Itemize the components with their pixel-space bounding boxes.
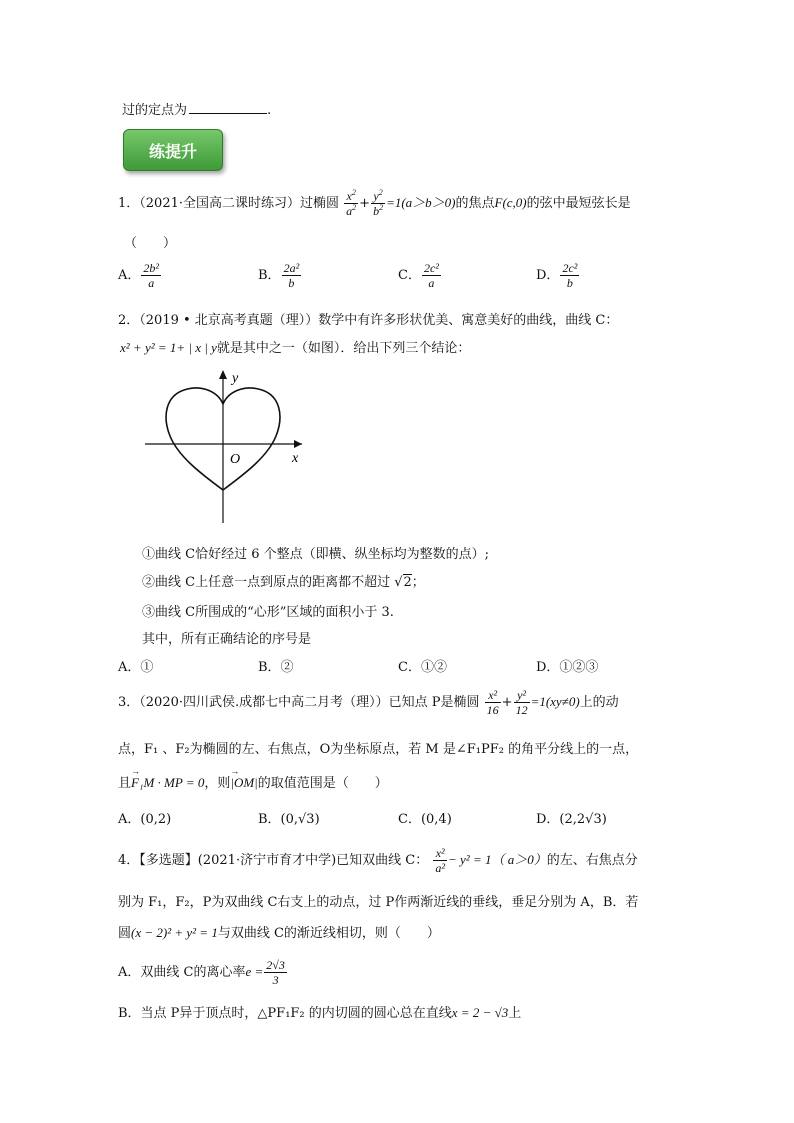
q1-option-d[interactable] xyxy=(536,261,580,290)
q1-stem-c: 的弦中最短弦长是 xyxy=(526,196,631,211)
q1-option-frac: $\frac{\text{2c²}}{a}$ xyxy=(423,261,439,290)
q1-option-b[interactable] xyxy=(258,261,302,290)
q1-paren: （ ） xyxy=(124,236,177,251)
q4-number: 4． xyxy=(118,853,140,868)
answer-blank xyxy=(189,101,267,114)
q3-frac-y: $\frac{\text{y²}}{12}$ xyxy=(515,688,528,717)
q2-option-b[interactable]: B．② xyxy=(258,660,294,675)
q1-stem: 1．（2021·全国高二课时练习）过椭圆 $\frac{x^2}{a^2}$ + $\frac{y^2}{b^2}$ =1(a＞b＞0)的焦点F(c,0)的弦中最短弦长是 xyxy=(118,188,631,218)
q3-option-b[interactable]: B．(0,√3) xyxy=(258,812,320,827)
q3-number: 3． xyxy=(118,695,140,710)
q4-line1-text: 已知双曲线 C： xyxy=(336,853,429,868)
q1-option-label: D． xyxy=(536,268,560,283)
q1-frac-y: $\frac{y^2}{b^2}$ xyxy=(373,188,384,218)
q2-option-c[interactable]: C．①② xyxy=(398,660,447,675)
q3-line1: 3．（2020·四川武侯.成都七中高二月考（理））已知点 P是椭圆 $\frac{\text{x²}}{16}$ + $\frac{\text{y²}}{12}$ =1(xy≠0)上的动 xyxy=(118,688,619,717)
q2-conclusion-2: ②曲线 C上任意一点到原点的距离都不超过 √2； xyxy=(142,575,425,590)
q4-circle-equation: (x − 2)² + y² = 1 xyxy=(131,925,218,940)
q4-line1-end: 的左、右焦点分 xyxy=(546,853,638,868)
q2-line1-text: （2019 • 北京高考真题（理））数学中有许多形状优美、寓意美好的曲线，曲线 C： xyxy=(139,313,619,328)
q3-option-a[interactable]: A．(0,2) xyxy=(118,812,172,827)
q3-om-magnitude: → |OM| xyxy=(230,775,257,791)
q4-line2: 别为 F₁，F₂，P为双曲线 C右支上的动点，过 P作两渐近线的垂线，垂足分别为 A，B．若 xyxy=(118,895,639,910)
q2-line2-text: 就是其中之一（如图）．给出下列三个结论： xyxy=(216,341,471,356)
q3-option-d[interactable]: D．(2,2√3) xyxy=(536,812,607,827)
q3-line1-text: （2020·四川武侯.成都七中高二月考（理））已知点 P是椭圆 xyxy=(139,695,480,710)
q1-option-frac: $\frac{\text{2c²}}{b}$ xyxy=(562,261,578,290)
q3-line3-end: 的取值范围是（ ） xyxy=(257,776,388,791)
q3-line3-mid: ，则 xyxy=(204,776,231,791)
top-line xyxy=(122,99,271,118)
q4-line3-end: 与双曲线 C的渐近线相切，则（ ） xyxy=(217,926,440,941)
q2-conclusion-2-text: ②曲线 C上任意一点到原点的距离都不超过 xyxy=(142,575,391,590)
q3-line1-end: 上的动 xyxy=(579,695,619,710)
q1-stem-a: 过椭圆 xyxy=(300,196,340,211)
q4-line1 xyxy=(118,846,638,875)
q4-eccentricity-frac: $\frac{2√3}{3}$ xyxy=(266,958,285,987)
q2-equation: x² + y² = 1+ | x | y xyxy=(120,340,217,355)
x-axis-label: x xyxy=(292,451,299,466)
q4-option-a[interactable] xyxy=(118,958,288,987)
q1-option-label: B． xyxy=(258,268,281,283)
top-line-text: 过的定点为 xyxy=(122,103,188,118)
q1-option-c[interactable] xyxy=(398,261,442,290)
q4-option-b-text: B．当点 P异于顶点时，△PF₁F₂ 的内切圆的圆心总在直线 xyxy=(118,1006,452,1021)
q1-stem-b: 的焦点 xyxy=(455,196,495,211)
q2-conclusion-3: ③曲线 C所围成的“心形”区域的面积小于 3. xyxy=(142,605,394,620)
q4-option-b[interactable] xyxy=(118,1002,521,1021)
q4-option-b-end: 上 xyxy=(508,1006,522,1021)
q3-option-c[interactable]: C．(0,4) xyxy=(398,812,452,827)
q4-tag: 【多选题】 xyxy=(139,853,198,868)
q4-option-a-text: A．双曲线 C的离心率 xyxy=(118,965,246,980)
q2-option-a[interactable]: A．① xyxy=(118,660,154,675)
practice-button[interactable] xyxy=(123,129,223,171)
q2-line1 xyxy=(118,309,618,328)
q2-line2 xyxy=(120,337,470,356)
q4-source: (2021·济宁市育才中学) xyxy=(197,853,337,868)
q2-conclusion-2-end: ； xyxy=(411,575,425,590)
q2-sqrt-value: 2 xyxy=(403,575,412,590)
heart-curve-figure xyxy=(140,368,310,526)
q4-option-b-line: x = 2 − √3 xyxy=(451,1005,509,1020)
q3-condition: =1(xy≠0) xyxy=(530,694,580,709)
q2-number: 2． xyxy=(118,313,140,328)
q2-question: 其中，所有正确结论的序号是 xyxy=(142,632,312,647)
origin-label: O xyxy=(230,452,241,467)
y-axis-label: y xyxy=(232,371,239,386)
q4-hyperbola-rest: − y² = 1（ a＞0） xyxy=(448,852,547,867)
q1-option-frac: $\frac{\text{2a²}}{b}$ xyxy=(283,261,300,290)
q3-dot-product: → F₁M · MP = 0 xyxy=(131,775,204,791)
q3-frac-x: $\frac{\text{x²}}{16}$ xyxy=(486,688,499,717)
q3-line2: 点，F₁ 、F₂为椭圆的左、右焦点，O为坐标原点，若 M 是∠F₁PF₂ 的角平分线上的一点， xyxy=(118,742,639,757)
q4-line3-start: 圆 xyxy=(118,926,132,941)
q1-focus: F(c,0) xyxy=(494,195,527,210)
q1-option-a[interactable] xyxy=(118,261,162,290)
q1-source: （2021·全国高二课时练习） xyxy=(139,196,300,211)
q1-number: 1． xyxy=(118,196,140,211)
q2-option-d[interactable]: D．①②③ xyxy=(536,660,599,675)
q1-option-label: A． xyxy=(118,268,141,283)
q4-line3 xyxy=(118,922,440,941)
y-axis-arrow xyxy=(219,370,227,379)
q4-hyperbola-frac: $\frac{\text{x²}}{\text{a²}}$ xyxy=(435,846,446,875)
q4-eccentricity-label: e = xyxy=(245,964,264,979)
q1-option-label: C． xyxy=(398,268,421,283)
x-axis-arrow xyxy=(294,440,302,448)
q1-condition: =1(a＞b＞0) xyxy=(386,195,456,210)
q1-frac-x: $\frac{x^2}{a^2}$ xyxy=(346,188,357,218)
practice-button-label: 练提升 xyxy=(148,141,197,161)
top-line-period: . xyxy=(267,103,272,118)
q1-option-frac: $\frac{\text{2b²}}{a}$ xyxy=(143,261,159,290)
q2-conclusion-1: ①曲线 C恰好经过 6 个整点（即横、纵坐标均为整数的点）; xyxy=(142,547,489,562)
q3-line3 xyxy=(118,772,388,791)
q3-line3-start: 且 xyxy=(118,776,132,791)
